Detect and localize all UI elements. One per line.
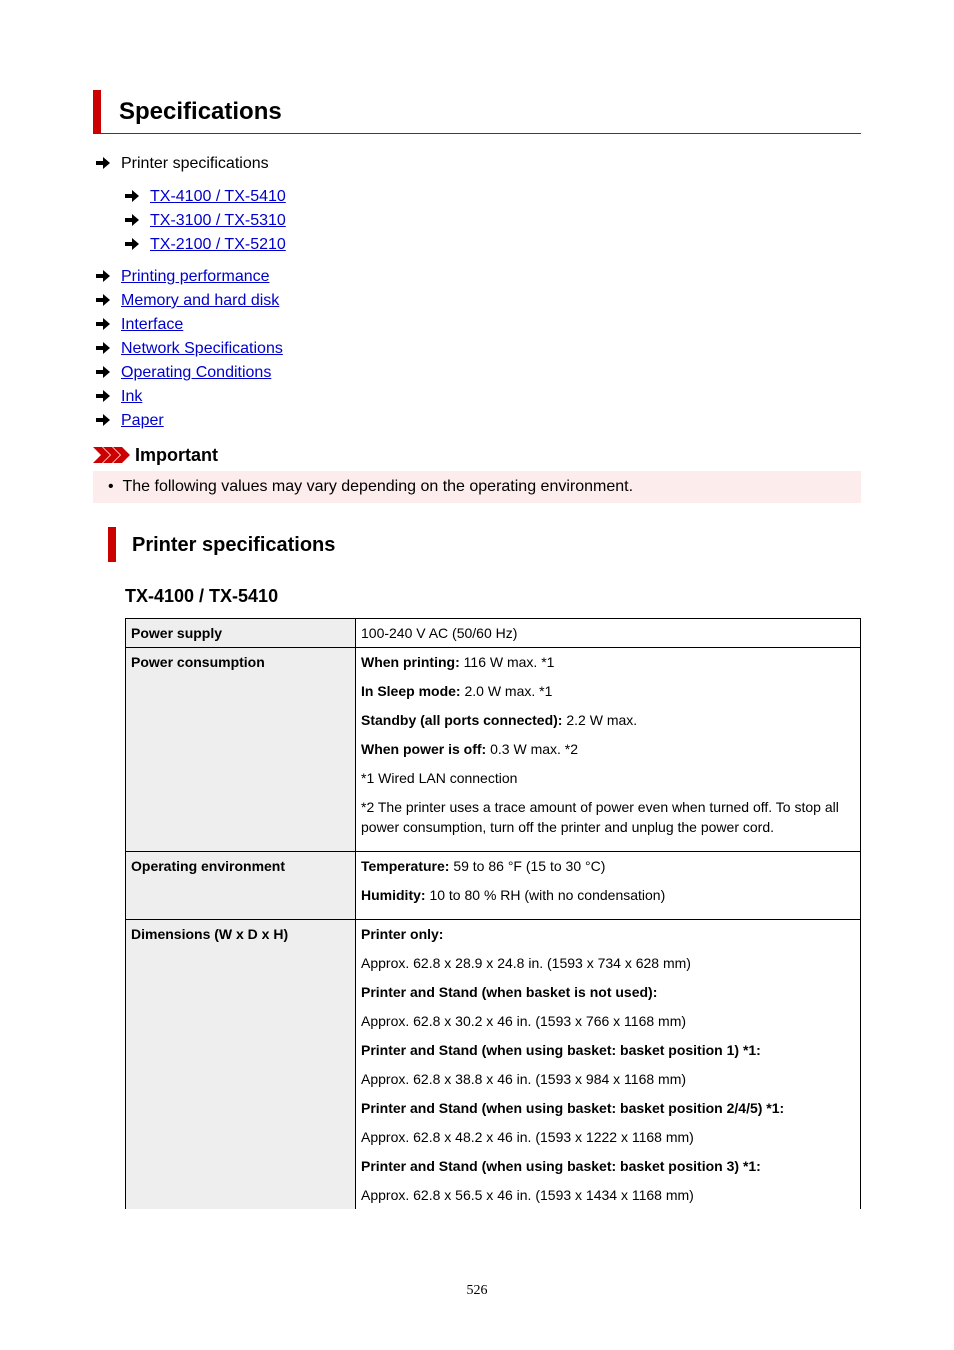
dim-label: Printer and Stand (when using basket: basket position 2/4/5) *1:: [361, 1100, 785, 1116]
link-paper[interactable]: Paper: [121, 412, 164, 429]
link-interface[interactable]: Interface: [121, 316, 184, 333]
toc-label: Printer specifications: [121, 155, 269, 172]
value-line: Standby (all ports connected): 2.2 W max.: [361, 712, 638, 728]
row-label-power-supply: Power supply: [126, 619, 356, 648]
arrow-right-icon: [96, 270, 110, 282]
link-tx3100[interactable]: TX-3100 / TX-5310: [150, 212, 286, 229]
arrow-right-icon: [96, 342, 110, 354]
dim-value: Approx. 62.8 x 56.5 x 46 in. (1593 x 1434 x 1168 mm): [361, 1187, 694, 1203]
arrow-right-icon: [96, 294, 110, 306]
link-operating-conditions[interactable]: Operating Conditions: [121, 364, 272, 381]
important-box: [93, 471, 861, 503]
arrow-right-icon: [96, 414, 110, 426]
row-label-operating-environment: Operating environment: [126, 852, 356, 920]
footnote: *1 Wired LAN connection: [361, 770, 518, 786]
toc-item-printer-specifications: [96, 154, 269, 174]
row-value-power-consumption: [356, 648, 861, 852]
dim-label: Printer only:: [361, 926, 444, 942]
arrow-right-icon: [96, 366, 110, 378]
arrow-right-icon: [125, 214, 139, 226]
dim-value: Approx. 62.8 x 48.2 x 46 in. (1593 x 1222 x 1168 mm): [361, 1129, 694, 1145]
arrow-right-icon: [96, 390, 110, 402]
toc-item-interface[interactable]: [96, 315, 183, 335]
page-number: 526: [466, 1283, 488, 1298]
dim-value: Approx. 62.8 x 28.9 x 24.8 in. (1593 x 734 x 628 mm): [361, 955, 691, 971]
dim-label: Printer and Stand (when basket is not used):: [361, 984, 658, 1000]
table-row: [126, 920, 861, 1210]
table-row: [126, 852, 861, 920]
value-line: When power is off: 0.3 W max. *2: [361, 741, 579, 757]
link-tx4100[interactable]: TX-4100 / TX-5410: [150, 188, 286, 205]
toc-item-memory[interactable]: [96, 291, 279, 311]
table-row: [126, 648, 861, 852]
row-label-dimensions: Dimensions (W x D x H): [126, 920, 356, 1210]
row-label-power-consumption: Power consumption: [126, 648, 356, 852]
link-network-specifications[interactable]: Network Specifications: [121, 340, 283, 357]
dim-label: Printer and Stand (when using basket: basket position 3) *1:: [361, 1158, 761, 1174]
page-title: [93, 90, 861, 134]
important-heading: [93, 443, 218, 467]
row-value-operating-environment: [356, 852, 861, 920]
dim-value: Approx. 62.8 x 30.2 x 46 in. (1593 x 766 x 1168 mm): [361, 1013, 687, 1029]
link-printing-performance[interactable]: Printing performance: [121, 268, 270, 285]
link-tx2100[interactable]: TX-2100 / TX-5210: [150, 236, 286, 253]
link-memory-hard-disk[interactable]: Memory and hard disk: [121, 292, 280, 309]
model-title: TX-4100 / TX-5410: [125, 586, 279, 606]
row-value-power-supply: 100-240 V AC (50/60 Hz): [356, 619, 861, 648]
important-note-text: The following values may vary depending on the operating environment.: [122, 478, 634, 495]
toc-item-network[interactable]: [96, 339, 283, 359]
title-accent-bar: [93, 90, 101, 133]
table-row: [126, 619, 861, 648]
important-chevrons-icon: [93, 447, 131, 463]
arrow-right-icon: [96, 318, 110, 330]
toc-subitem-tx3100[interactable]: [125, 211, 286, 231]
section-accent-bar: [108, 527, 116, 562]
dim-label: Printer and Stand (when using basket: basket position 1) *1:: [361, 1042, 761, 1058]
bullet-icon: •: [108, 478, 114, 495]
arrow-right-icon: [96, 157, 110, 169]
toc-subitem-tx4100[interactable]: [125, 187, 286, 207]
dim-value: Approx. 62.8 x 38.8 x 46 in. (1593 x 984 x 1168 mm): [361, 1071, 687, 1087]
toc-subitem-tx2100[interactable]: [125, 235, 286, 255]
link-ink[interactable]: Ink: [121, 388, 143, 405]
value-line: Temperature: 59 to 86 °F (15 to 30 °C): [361, 858, 606, 874]
toc-item-paper[interactable]: [96, 411, 164, 431]
arrow-right-icon: [125, 238, 139, 250]
value-line: In Sleep mode: 2.0 W max. *1: [361, 683, 553, 699]
arrow-right-icon: [125, 190, 139, 202]
page-title-text: Specifications: [119, 98, 282, 125]
toc-item-operating-conditions[interactable]: [96, 363, 271, 383]
row-value-dimensions: [356, 920, 861, 1210]
important-label: Important: [135, 445, 218, 465]
spec-table: [125, 618, 861, 1209]
section-title-text: Printer specifications: [132, 534, 336, 556]
footnote: *2 The printer uses a trace amount of power even when turned off. To stop all power consumption, turn off the printer and unplug the power cord.: [361, 799, 839, 835]
toc-item-ink[interactable]: [96, 387, 142, 407]
important-note: [108, 477, 633, 497]
toc-item-printing-performance[interactable]: [96, 267, 270, 287]
value-line: When printing: 116 W max. *1: [361, 654, 555, 670]
value-line: Humidity: 10 to 80 % RH (with no condensation): [361, 887, 666, 903]
